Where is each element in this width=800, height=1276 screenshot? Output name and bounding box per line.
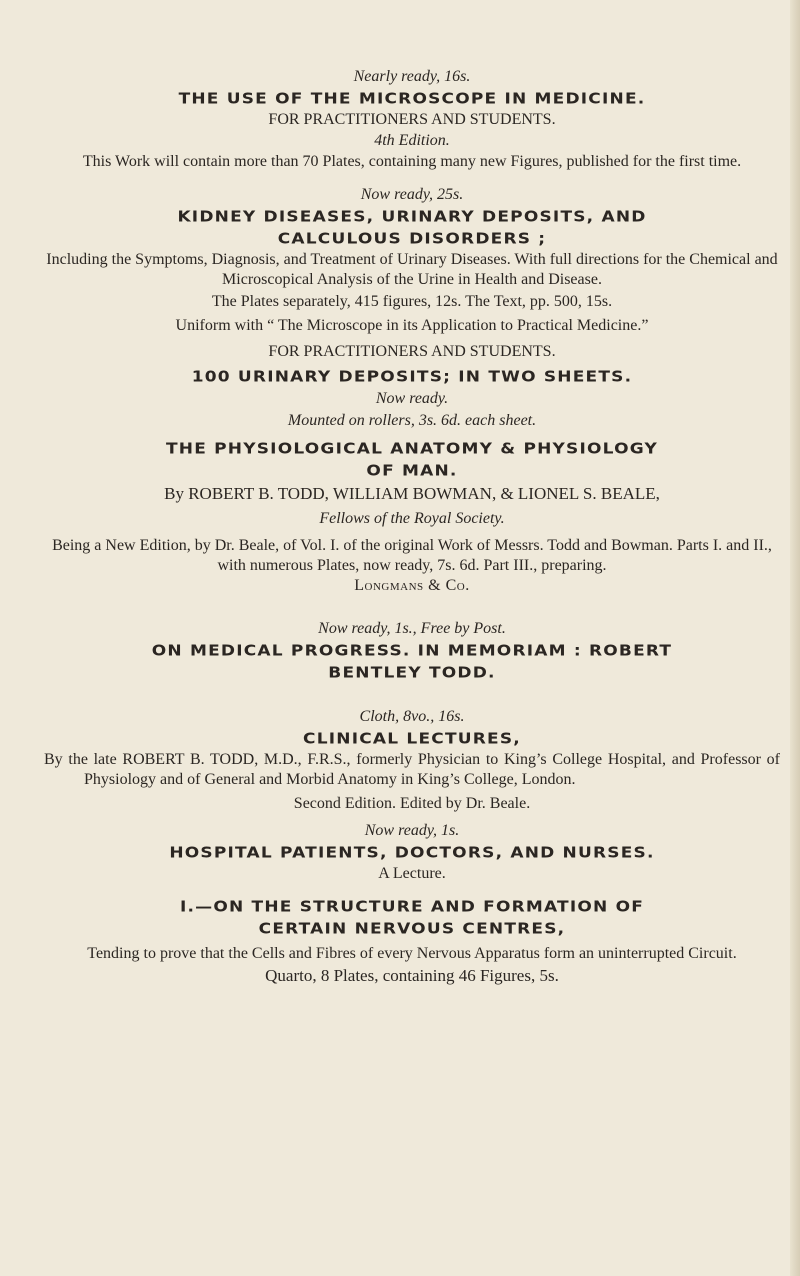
- publisher-name: Longmans & Co.: [354, 577, 470, 594]
- availability-note: Now ready, 1s.: [364, 822, 460, 839]
- listing-subtitle: FOR PRACTITIONERS AND STUDENTS.: [268, 343, 556, 360]
- listing-title: THE USE OF THE MICROSCOPE IN MEDICINE.: [178, 90, 646, 108]
- listing-title-line1: THE PHYSIOLOGICAL ANATOMY & PHYSIOLOGY: [165, 440, 659, 458]
- listing-clinical-lectures: [44, 706, 780, 814]
- listing-title-line1: KIDNEY DISEASES, URINARY DEPOSITS, AND: [177, 208, 647, 226]
- availability-note: Nearly ready, 16s.: [353, 68, 471, 85]
- listing-nervous-centres: [44, 896, 780, 986]
- listing-medical-progress: [44, 618, 780, 684]
- uniform-note: Uniform with “ The Microscope in its Application to Practical Medicine.”: [175, 317, 649, 334]
- listing-urinary-deposits: [44, 342, 780, 432]
- listing-title: 100 URINARY DEPOSITS; IN TWO SHEETS.: [191, 368, 633, 386]
- listing-title-line1: ON MEDICAL PROGRESS. IN MEMORIAM : ROBERT: [151, 642, 673, 660]
- mounting-note: Mounted on rollers, 3s. 6d. each sheet.: [287, 412, 537, 429]
- listing-kidney-diseases: [44, 184, 780, 336]
- listing-description: By the late ROBERT B. TODD, M.D., F.R.S., formerly Physician to King’s College Hospital, and Professor of Physiology and of General and Morbid Anatomy in King’s College, London.: [44, 751, 780, 788]
- availability-note: Cloth, 8vo., 16s.: [359, 708, 465, 725]
- listing-description: Including the Symptoms, Diagnosis, and Treatment of Urinary Diseases. With full directions for the Chemical and Microscopical Analysis of the Urine in Health and Disease.: [46, 251, 778, 288]
- advertisement-page: [44, 66, 780, 986]
- listing-description: Being a New Edition, by Dr. Beale, of Vol. I. of the original Work of Messrs. Todd and Bowman. Parts I. and II., with numerous Plates, now ready, 7s. 6d. Part III., preparing.: [52, 537, 772, 574]
- availability-note: Now ready, 25s.: [360, 186, 464, 203]
- listing-title: HOSPITAL PATIENTS, DOCTORS, AND NURSES.: [169, 844, 655, 862]
- affiliation-note: Fellows of the Royal Society.: [319, 510, 505, 527]
- listing-physiological-anatomy: [44, 438, 780, 596]
- listing-subtitle: A Lecture.: [378, 865, 446, 882]
- listing-title-line1: I.—ON THE STRUCTURE AND FORMATION OF: [179, 898, 645, 916]
- availability-note: Now ready, 1s., Free by Post.: [318, 620, 506, 637]
- page-edge: [790, 0, 800, 1276]
- listing-title-line2: CALCULOUS DISORDERS ;: [277, 230, 547, 248]
- listing-subtitle: FOR PRACTITIONERS AND STUDENTS.: [268, 111, 556, 128]
- listing-description: Tending to prove that the Cells and Fibres of every Nervous Apparatus form an uninterrupted Circuit.: [87, 945, 737, 962]
- authors-line: By ROBERT B. TODD, WILLIAM BOWMAN, & LIONEL S. BEALE,: [164, 484, 660, 503]
- listing-microscope-in-medicine: [44, 66, 780, 172]
- availability-note: Now ready.: [375, 390, 449, 407]
- plates-note: The Plates separately, 415 figures, 12s. The Text, pp. 500, 15s.: [211, 293, 613, 310]
- format-note: Quarto, 8 Plates, containing 46 Figures, 5s.: [265, 966, 559, 985]
- listing-title-line2: CERTAIN NERVOUS CENTRES,: [258, 920, 566, 938]
- listing-title-line2: OF MAN.: [366, 462, 458, 480]
- listing-title: CLINICAL LECTURES,: [303, 730, 521, 748]
- edition-note: Second Edition. Edited by Dr. Beale.: [293, 795, 531, 812]
- listing-hospital-patients: [44, 820, 780, 884]
- edition-note: 4th Edition.: [374, 132, 450, 149]
- listing-description: This Work will contain more than 70 Plates, containing many new Figures, published for the first time.: [82, 153, 742, 170]
- listing-title-line2: BENTLEY TODD.: [328, 664, 496, 682]
